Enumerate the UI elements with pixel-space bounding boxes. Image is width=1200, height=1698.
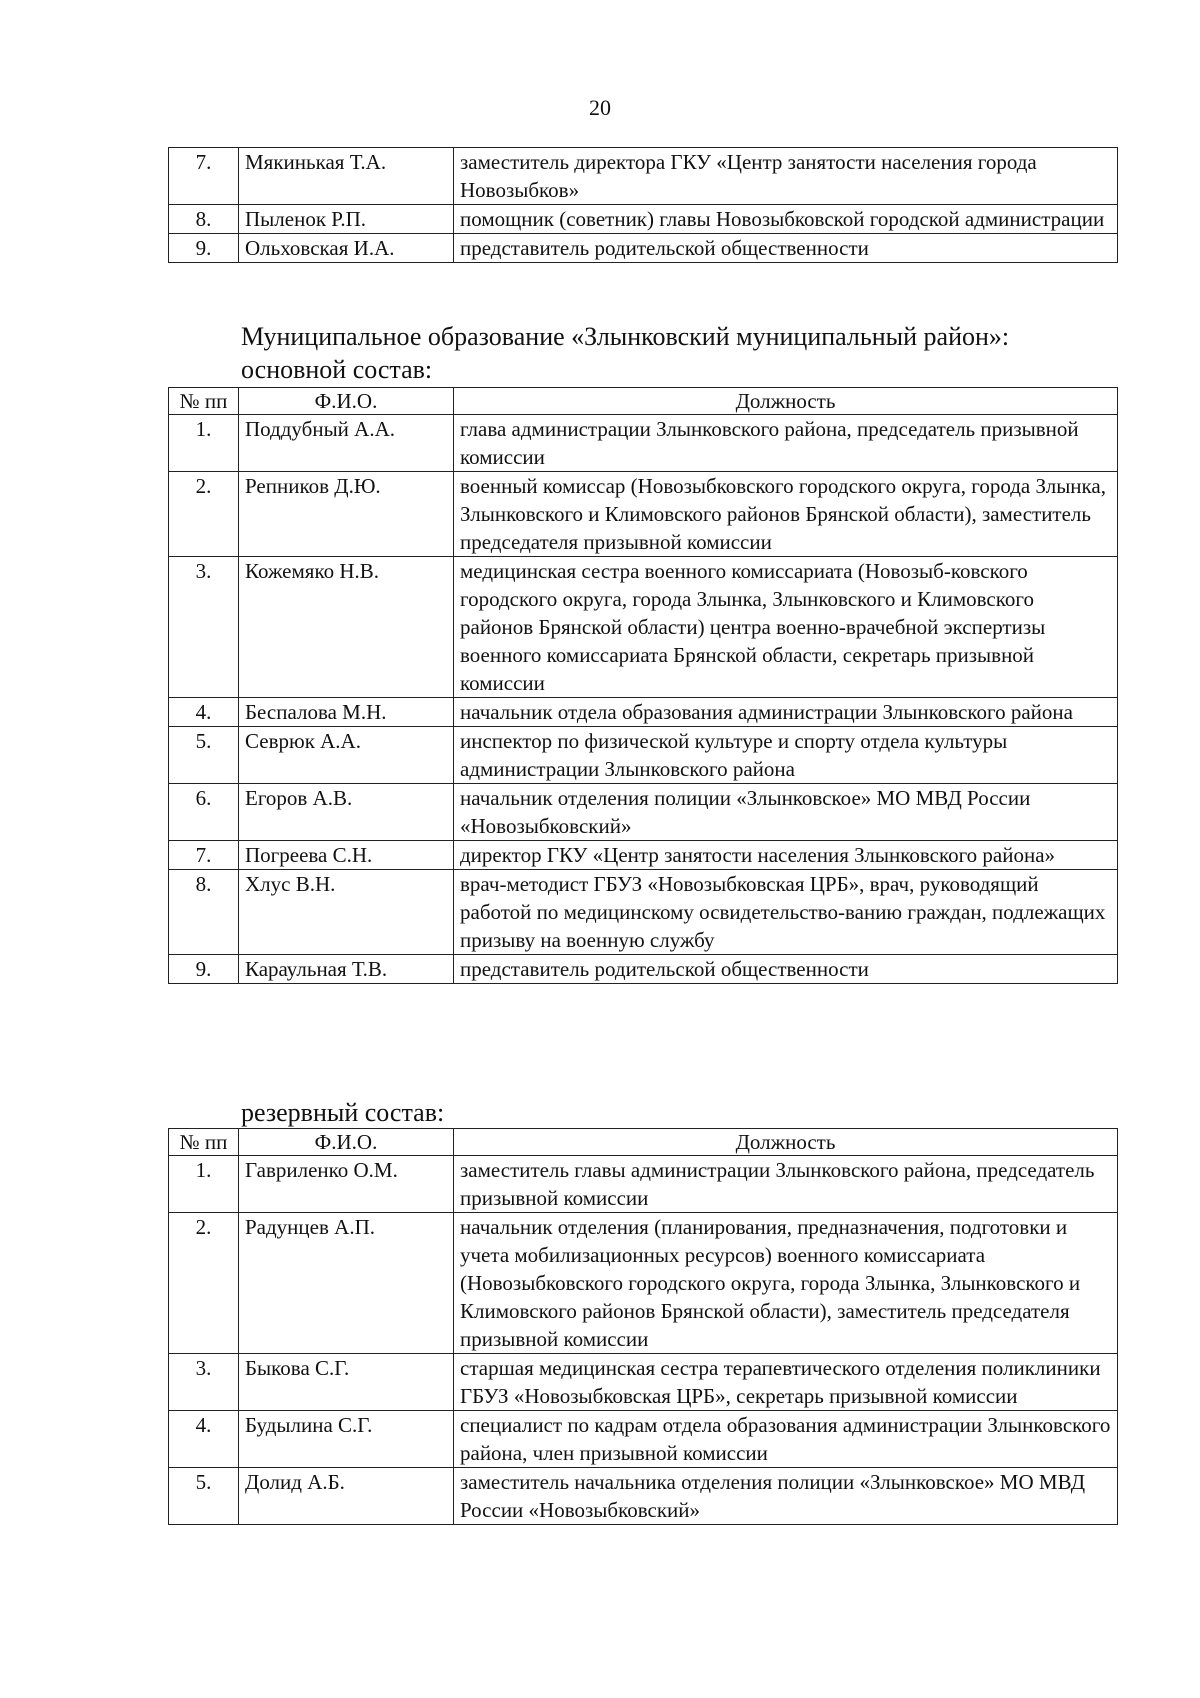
person-name: Репников Д.Ю. xyxy=(239,472,454,557)
main-composition-heading: основной состав: xyxy=(241,355,433,384)
person-name: Караульная Т.В. xyxy=(239,955,454,984)
table-header-row xyxy=(169,388,1118,415)
person-name: Мякинькая Т.А. xyxy=(239,148,454,205)
row-number: 7. xyxy=(169,841,239,870)
table-row xyxy=(169,698,1118,727)
row-number: 7. xyxy=(169,148,239,205)
row-number: 1. xyxy=(169,415,239,472)
person-position: врач-методист ГБУЗ «Новозыбковская ЦРБ», врач, руководящий работой по медицинскому освидетельство-ванию граждан, подлежащих призыву на военную службу xyxy=(454,870,1118,955)
header-number: № пп xyxy=(169,388,239,415)
person-position: специалист по кадрам отдела образования администрации Злынковского района, член призывной комиссии xyxy=(454,1411,1118,1468)
person-position: начальник отделения (планирования, предназначения, подготовки и учета мобилизационных ресурсов) военного комиссариата (Новозыбковского городского округа, города Злынка, Злынковского и Климовского районов Брянской области), заместитель председателя призывной комиссии xyxy=(454,1213,1118,1354)
person-position: начальник отдела образования администрации Злынковского района xyxy=(454,698,1118,727)
table-row xyxy=(169,727,1118,784)
row-number: 4. xyxy=(169,1411,239,1468)
person-position: представитель родительской общественности xyxy=(454,234,1118,263)
table-row xyxy=(169,1354,1118,1411)
person-position: представитель родительской общественности xyxy=(454,955,1118,984)
row-number: 5. xyxy=(169,1468,239,1525)
person-position: старшая медицинская сестра терапевтического отделения поликлиники ГБУЗ «Новозыбковская ЦРБ», секретарь призывной комиссии xyxy=(454,1354,1118,1411)
person-name: Кожемяко Н.В. xyxy=(239,557,454,698)
row-number: 2. xyxy=(169,472,239,557)
continuation-table xyxy=(168,147,1118,263)
section-heading: Муниципальное образование «Злынковский муниципальный район»: xyxy=(241,322,1010,351)
table-header-row xyxy=(169,1129,1118,1156)
person-name: Гавриленко О.М. xyxy=(239,1156,454,1213)
main-composition-table xyxy=(168,387,1118,984)
row-number: 8. xyxy=(169,205,239,234)
person-name: Егоров А.В. xyxy=(239,784,454,841)
header-position: Должность xyxy=(454,1129,1118,1156)
person-name: Севрюк А.А. xyxy=(239,727,454,784)
person-name: Хлус В.Н. xyxy=(239,870,454,955)
person-position: глава администрации Злынковского района, председатель призывной комиссии xyxy=(454,415,1118,472)
table-row xyxy=(169,841,1118,870)
person-name: Быкова С.Г. xyxy=(239,1354,454,1411)
header-name: Ф.И.О. xyxy=(239,1129,454,1156)
person-position: военный комиссар (Новозыбковского городского округа, города Злынка, Злынковского и Климовского районов Брянской области), заместитель председателя призывной комиссии xyxy=(454,472,1118,557)
person-position: начальник отделения полиции «Злынковское» МО МВД России «Новозыбковский» xyxy=(454,784,1118,841)
row-number: 1. xyxy=(169,1156,239,1213)
row-number: 2. xyxy=(169,1213,239,1354)
person-name: Ольховская И.А. xyxy=(239,234,454,263)
person-position: директор ГКУ «Центр занятости населения Злынковского района» xyxy=(454,841,1118,870)
person-name: Погреева С.Н. xyxy=(239,841,454,870)
person-name: Пыленок Р.П. xyxy=(239,205,454,234)
row-number: 3. xyxy=(169,1354,239,1411)
header-number: № пп xyxy=(169,1129,239,1156)
table-row xyxy=(169,955,1118,984)
person-position: помощник (советник) главы Новозыбковской городской администрации xyxy=(454,205,1118,234)
table-row xyxy=(169,870,1118,955)
table-row xyxy=(169,415,1118,472)
table-row xyxy=(169,472,1118,557)
table-row xyxy=(169,205,1118,234)
page-number: 20 xyxy=(589,95,611,120)
reserve-composition-heading: резервный состав: xyxy=(241,1098,445,1127)
person-position: заместитель директора ГКУ «Центр занятости населения города Новозыбков» xyxy=(454,148,1118,205)
person-position: медицинская сестра военного комиссариата (Новозыб-ковского городского округа, города Злынка, Злынковского и Климовского районов Брянской области) центра военно-врачебной экспертизы военного комиссариата Брянской области, секретарь призывной комиссии xyxy=(454,557,1118,698)
person-name: Беспалова М.Н. xyxy=(239,698,454,727)
table-row xyxy=(169,234,1118,263)
person-position: инспектор по физической культуре и спорту отдела культуры администрации Злынковского района xyxy=(454,727,1118,784)
row-number: 6. xyxy=(169,784,239,841)
row-number: 4. xyxy=(169,698,239,727)
table-row xyxy=(169,1213,1118,1354)
person-name: Радунцев А.П. xyxy=(239,1213,454,1354)
table-row xyxy=(169,1156,1118,1213)
person-name: Будылина С.Г. xyxy=(239,1411,454,1468)
reserve-composition-table xyxy=(168,1128,1118,1525)
row-number: 3. xyxy=(169,557,239,698)
person-name: Долид А.Б. xyxy=(239,1468,454,1525)
header-position: Должность xyxy=(454,388,1118,415)
person-position: заместитель главы администрации Злынковского района, председатель призывной комиссии xyxy=(454,1156,1118,1213)
header-name: Ф.И.О. xyxy=(239,388,454,415)
row-number: 9. xyxy=(169,234,239,263)
row-number: 9. xyxy=(169,955,239,984)
person-position: заместитель начальника отделения полиции «Злынковское» МО МВД России «Новозыбковский» xyxy=(454,1468,1118,1525)
person-name: Поддубный А.А. xyxy=(239,415,454,472)
row-number: 5. xyxy=(169,727,239,784)
table-row xyxy=(169,1468,1118,1525)
row-number: 8. xyxy=(169,870,239,955)
table-row xyxy=(169,557,1118,698)
table-row xyxy=(169,148,1118,205)
table-row xyxy=(169,1411,1118,1468)
table-row xyxy=(169,784,1118,841)
